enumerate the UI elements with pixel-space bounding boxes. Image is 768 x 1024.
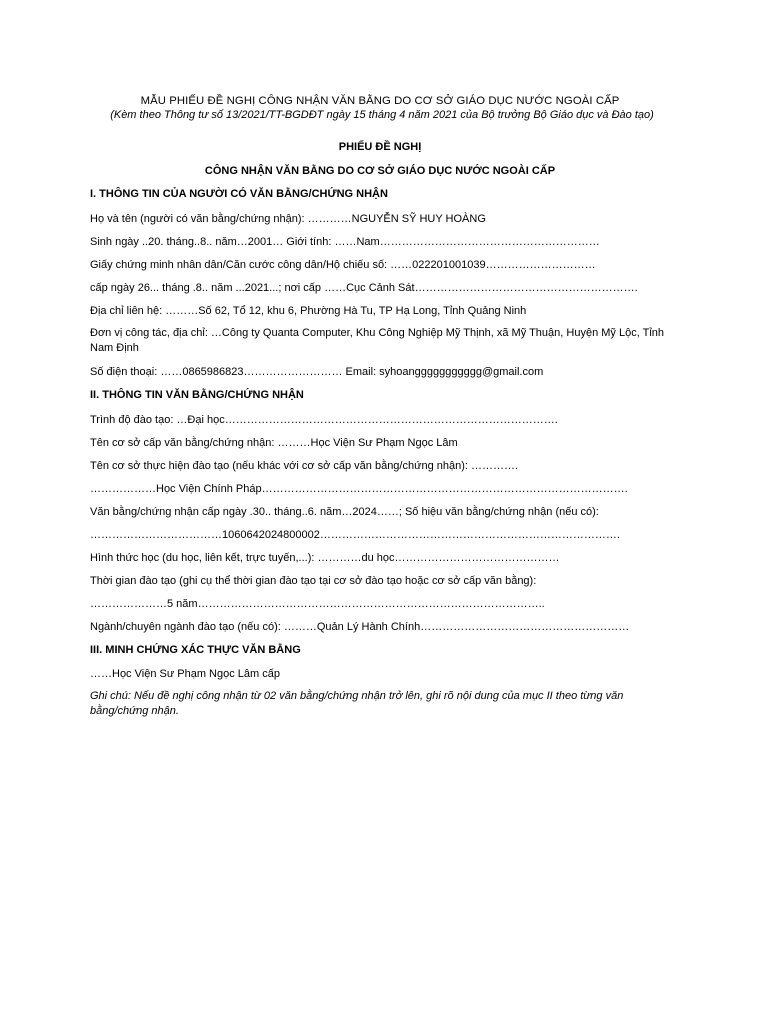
issue-date-line: Văn bằng/chứng nhận cấp ngày .30.. tháng..6. năm…2024……; Số hiệu văn bằng/chứng nhận (nếu có): [90, 506, 599, 518]
id-number-line: Giấy chứng minh nhân dân/Căn cước công dân/Hộ chiếu số: ……022201001039………………………… [90, 259, 596, 271]
education-level-line: Trình độ đào tạo: …Đại học………………………………………………………………………………. [90, 414, 558, 426]
header-subtitle: (Kèm theo Thông tư số 13/2021/TT-BGDĐT ngày 15 tháng 4 năm 2021 của Bộ trưởng Bộ Giáo dục và Đào tạo) [110, 109, 654, 121]
duration-value-line: …………………5 năm………………………………………………………………………………….. [90, 598, 545, 610]
trainer-label-line: Tên cơ sở thực hiện đào tạo (nếu khác với cơ sở cấp văn bằng/chứng nhận): …………. [90, 460, 519, 472]
name-line: Họ và tên (người có văn bằng/chứng nhận): …………NGUYỄN SỸ HUY HOÀNG [90, 213, 486, 225]
workplace-line: Đơn vị công tác, địa chỉ: …Công ty Quanta Computer, Khu Công Nghiệp Mỹ Thịnh, xã Mỹ Thuận, Huyện Mỹ Lộc, Tỉnh Nam Định [90, 327, 665, 354]
address-line: Địa chỉ liên hệ: ………Số 62, Tổ 12, khu 6, Phường Hà Tu, TP Hạ Long, Tỉnh Quảng Ninh [90, 305, 527, 317]
form-title: PHIẾU ĐỀ NGHỊ [338, 141, 422, 153]
form-subtitle: CÔNG NHẬN VĂN BẰNG DO CƠ SỞ GIÁO DỤC NƯỚC NGOÀI CẤP [204, 165, 556, 177]
note-text: Ghi chú: Nếu đề nghị công nhận từ 02 văn bằng/chứng nhận trở lên, ghi rõ nội dung của mục II theo từng văn bằng/chứng nhận. [90, 690, 624, 717]
section-1-heading: I. THÔNG TIN CỦA NGƯỜI CÓ VĂN BẰNG/CHỨNG NHẬN [90, 188, 388, 200]
contact-line: Số điện thoại: ……0865986823……………………… Email: syhoanggggggggggg@gmail.com [90, 366, 544, 378]
id-issue-line: cấp ngày 26... tháng .8.. năm ...2021...; nơi cấp ……Cục Cảnh Sát……………………………………………………. [90, 282, 638, 294]
major-line: Ngành/chuyên ngành đào tạo (nếu có): ………Quản Lý Hành Chính………………………………………………… [90, 621, 630, 633]
study-mode-line: Hình thức học (du học, liên kết, trực tuyến,...): …………du học……………………………………… [90, 552, 560, 564]
issuer-line: Tên cơ sở cấp văn bằng/chứng nhận: ………Học Viện Sư Phạm Ngọc Lâm [90, 437, 458, 449]
trainer-value-line: ………………Học Viện Chính Pháp………………………………………………………………………………………. [90, 483, 628, 495]
evidence-line: ……Học Viện Sư Phạm Ngọc Lâm cấp [90, 668, 280, 680]
section-2-heading: II. THÔNG TIN VĂN BẰNG/CHỨNG NHẬN [90, 389, 304, 401]
section-3-heading: III. MINH CHỨNG XÁC THỰC VĂN BẰNG [90, 644, 301, 656]
document-page [90, 94, 670, 719]
duration-label-line: Thời gian đào tạo (ghi cụ thể thời gian đào tạo tại cơ sở đào tạo hoặc cơ sở cấp văn bằng): [90, 575, 537, 587]
header-title: MẪU PHIẾU ĐỀ NGHỊ CÔNG NHẬN VĂN BẰNG DO CƠ SỞ GIÁO DỤC NƯỚC NGOÀI CẤP [140, 95, 620, 107]
dob-line: Sinh ngày ..20. tháng..8.. năm…2001… Giới tính: ……Nam…………………………………………………… [90, 236, 600, 248]
serial-number-line: ………………………………1060642024800002………………………………………………………………………. [90, 529, 620, 541]
